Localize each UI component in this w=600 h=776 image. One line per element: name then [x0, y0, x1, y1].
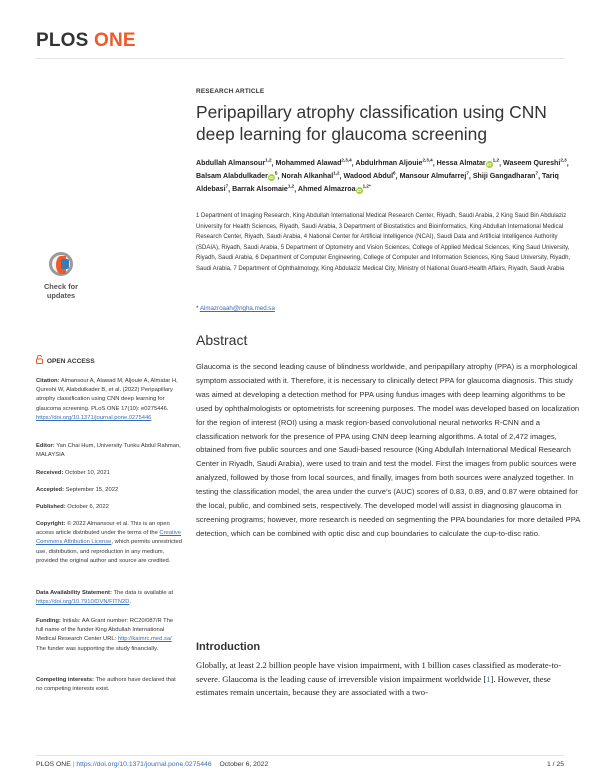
author-name: Norah Alkanhal: [281, 172, 334, 181]
author[interactable]: [344, 172, 396, 180]
author[interactable]: [503, 159, 567, 167]
open-access-text: OPEN ACCESS: [46, 358, 95, 365]
journal-name-part2: ONE: [94, 30, 136, 51]
journal-logo: [36, 30, 136, 52]
badge-line-2: updates: [46, 291, 76, 300]
author[interactable]: [473, 172, 538, 180]
data-availability-block: [36, 589, 182, 607]
journal-name-part1: PLOS: [36, 30, 89, 51]
author-name: Mohammed Alawad: [275, 159, 342, 168]
author-name: Tariq Aldebasi: [196, 172, 559, 194]
author[interactable]: [196, 172, 277, 180]
editor-text: Yan Chai Hum, University Tunku Abdul Rahman, MALAYSIA: [36, 443, 181, 459]
orcid-icon[interactable]: iD: [486, 162, 492, 168]
received-block: [36, 469, 182, 478]
funding-label: Funding:: [36, 618, 61, 624]
author[interactable]: [275, 159, 351, 167]
citation-label: Citation:: [36, 378, 60, 384]
badge-line-1: Check for: [43, 282, 79, 291]
copyright-block: [36, 520, 182, 566]
author-affiliation-numbers: 1,2: [287, 183, 295, 189]
data-availability-link[interactable]: https://doi.org/10.7910/DVN/FITN2D: [36, 599, 130, 606]
author-affiliation-numbers: 1,2: [362, 183, 369, 189]
orcid-icon[interactable]: iD: [356, 188, 362, 194]
copyright-text: © 2022 Almansour et al. This is an open access article distributed under the terms of the: [36, 521, 170, 537]
author-affiliation-numbers: 1,2: [265, 158, 272, 163]
accepted-block: [36, 486, 182, 495]
correspondence-email-link[interactable]: Almazroaah@ngha.med.sa: [199, 305, 275, 312]
author-affiliation-numbers: 1,2: [492, 158, 500, 163]
author-name: Waseem Qureshi: [503, 159, 561, 168]
author-name: Shiji Gangadharan: [472, 172, 536, 181]
citation-text: Almansour A, Alawad M, Aljouie A, Almatar H, Qureshi W, Alabdulkader B, et al. (2022) Peripapillary atrophy classification using CNN deep learning for glaucoma screening. PLoS ONE 17(10): e0275446.: [36, 378, 178, 412]
article-type: RESEARCH ARTICLE: [196, 88, 265, 95]
editor-block: [36, 442, 182, 460]
author-affiliation-numbers: 2,3: [560, 158, 567, 163]
author-name: Barrak Alsomaie: [232, 185, 288, 194]
check-for-updates-label: [36, 282, 86, 300]
orcid-icon[interactable]: iD: [269, 175, 274, 181]
author-affiliation-numbers: 7: [466, 170, 469, 176]
crossmark-icon: [49, 252, 73, 276]
corresponding-marker: *: [368, 183, 371, 189]
author[interactable]: [437, 159, 499, 167]
published-date: October 6, 2022: [67, 504, 109, 510]
header-divider: [36, 58, 564, 59]
footer-journal: PLOS ONE: [36, 761, 71, 768]
introduction-text: [196, 659, 580, 700]
published-label: Published:: [36, 504, 66, 510]
author-list: Abdullah Almansour$^{1,2}$, Mohammed Alawad$^{2,3,4}$, Abdulrhman Aljouie$^{2,3,4}$, Hessa AlmatariD$^{1,2}$, Waseem Qureshi$^{2,3}$, Balsam AlabdulkaderiD$^5$, Norah Alkanhal$^{1,2}$, Wadood Abdul$^6$, Mansour Almufarrej$^7$, Shiji Gangadharan$^7$, Tariq Aldebasi$^7$, Barrak Alsomaie$^{1,2}$, Ahmed AlmazroaiD$^{1,2*}$: [196, 158, 569, 194]
correspondence-marker: *: [196, 305, 199, 312]
author-name: Abdullah Almansour: [196, 159, 266, 168]
correspondence: [196, 305, 275, 312]
received-label: Received:: [36, 470, 64, 476]
competing-interests-text: The authors have declared that no competing interests exist.: [36, 677, 176, 693]
funding-text: Initials: AA Grant number: RC20/087/R The full name of the funder King Abdullah International Medical Research Center URL:: [36, 618, 174, 643]
author-name: Balsam Alabdulkader: [196, 172, 268, 181]
accepted-date: September 15, 2022: [65, 487, 119, 493]
author-affiliation-numbers: 2,3,4: [422, 158, 433, 163]
abstract-heading: Abstract: [196, 332, 248, 348]
funding-text-end: The funder was supporting the study financially.: [36, 645, 159, 652]
competing-interests-label: Competing interests:: [36, 677, 94, 683]
accepted-label: Accepted:: [36, 487, 65, 493]
funder-url-link[interactable]: http://kaimrc.med.sa/: [117, 636, 172, 643]
intro-text-part1: Globally, at least 2.2 billion people have vision impairment, with 1 billion cases classified as moderate-to-severe. Glaucoma is the leading cause of irreversible vision impairment worldwide [: [196, 660, 562, 684]
published-block: [36, 503, 182, 512]
data-availability-end: .: [129, 599, 132, 606]
footer-doi-link[interactable]: https://doi.org/10.1371/journal.pone.0275446: [76, 761, 212, 768]
author[interactable]: [196, 159, 272, 167]
received-date: October 10, 2021: [65, 470, 110, 476]
copyright-label: Copyright:: [36, 521, 66, 527]
author-affiliation-numbers: 5: [274, 170, 278, 176]
author-name: Hessa Almatar: [436, 159, 486, 168]
editor-label: Editor:: [36, 443, 55, 449]
abstract-text: Glaucoma is the second leading cause of blindness worldwide, and peripapillary atrophy (PPA) is a morphological symptom associated with it. Therefore, it is necessary to clinically detect PPA for glaucoma diagnosis. This study was aimed at developing a detection method for PPA using fundus images with deep learning algorithms to be used by ophthalmologists or optometrists for screening purposes. The model was developed based on localization for the region of interest (ROI) using a mask region-based convolutional neural networks R-CNN and a classification network for the presence of PPA using CNN deep learning algorithms. A total of 2,472 images, obtained from five public sources and one Saudi-based resource (King Abdullah International Medical Research Center in Riyadh, Saudi Arabia), were used to train and test the model. First the images from public sources were analyzed, followed by those from local sources, and finally, images from both sources were analyzed together. In testing the classification model, the area under the curve’s (AUC) scores of 0.83, 0.89, and 0.87 were obtained for the local, public, and combined sets, respectively. The developed model will assist in diagnosing glaucoma in screening programs; however, more research is needed on segmenting the PPA boundaries for more detailed PPA detection, which can be combined with optic disc and cup boundaries to calculate the cup-to-disc ratio.: [196, 362, 580, 538]
affiliations: 1 Department of Imaging Research, King Abdullah International Medical Research Center, Riyadh, Saudi Arabia, 2 King Saud Bin Abdulaziz University for Health Sciences, Riyadh, Saudi Arabia, 3 Department of Biostatistics and Bioinformatics, King Abdullah International Medical Research Center, Riyadh, Saudi Arabia, 4 National Center for Artificial Intelligence (NCAI), Saudi Data and Artificial Intelligence Authority (SDAIA), Riyadh, Saudi Arabia, 5 Department of Optometry and Vision Sciences, College of Applied Medical Sciences, King Saud University, Riyadh, Saudi Arabia, 6 Department of Computer Engineering, College of Computer and Information Sciences, King Saud University, Riyadh, Saudi Arabia, 7 Department of Ophthalmology, King Abdulaziz Medical City, Ministry of National Guard-Health Affairs, Riyadh, Saudi Arabia: [196, 213, 571, 272]
citation-block: [36, 377, 182, 423]
author[interactable]: [355, 159, 432, 167]
page-footer: [36, 761, 268, 768]
author-name: Abdulrhman Aljouie: [355, 159, 423, 168]
author-name: Ahmed Almazroa: [297, 185, 356, 194]
license-link[interactable]: Creative Commons Attribution License: [36, 530, 182, 546]
open-access-label: [36, 355, 95, 365]
author-name: Mansour Almufarrej: [399, 172, 467, 181]
intro-text-part2: ]. However, these estimates remain uncertain, because they are associated with a two-: [196, 673, 551, 698]
author[interactable]: [298, 185, 371, 193]
open-lock-icon: [36, 355, 43, 364]
data-availability-text: The data is available at: [113, 590, 174, 596]
author-affiliation-numbers: 1,2: [333, 170, 340, 176]
author[interactable]: [400, 172, 469, 180]
copyright-text-end: , which permits unrestricted use, distribution, and reproduction in any medium, provided the original author and source are credited.: [36, 539, 182, 564]
page-number: 1 / 25: [546, 761, 564, 768]
check-for-updates-badge[interactable]: [36, 250, 86, 306]
footer-separator: |: [72, 761, 75, 768]
author[interactable]: [281, 172, 339, 180]
footer-date: October 6, 2022: [219, 761, 269, 768]
funding-block: [36, 617, 182, 654]
author-affiliation-numbers: 2,3,4: [341, 158, 352, 163]
author-affiliation-numbers: 7: [225, 183, 229, 189]
competing-interests-block: [36, 676, 182, 694]
author-affiliation-numbers: 6: [393, 170, 396, 176]
data-availability-label: Data Availability Statement:: [36, 590, 112, 596]
reference-link-1[interactable]: 1: [486, 673, 491, 684]
introduction-heading: Introduction: [196, 641, 261, 653]
author[interactable]: [232, 185, 294, 193]
author-affiliation-numbers: 7: [535, 170, 539, 176]
footer-divider: [36, 755, 564, 756]
author-name: Wadood Abdul: [343, 172, 394, 181]
article-title: Peripapillary atrophy classification using CNN deep learning for glaucoma screening: [196, 102, 547, 144]
citation-doi-link[interactable]: https://doi.org/10.1371/journal.pone.0275446: [36, 414, 152, 421]
